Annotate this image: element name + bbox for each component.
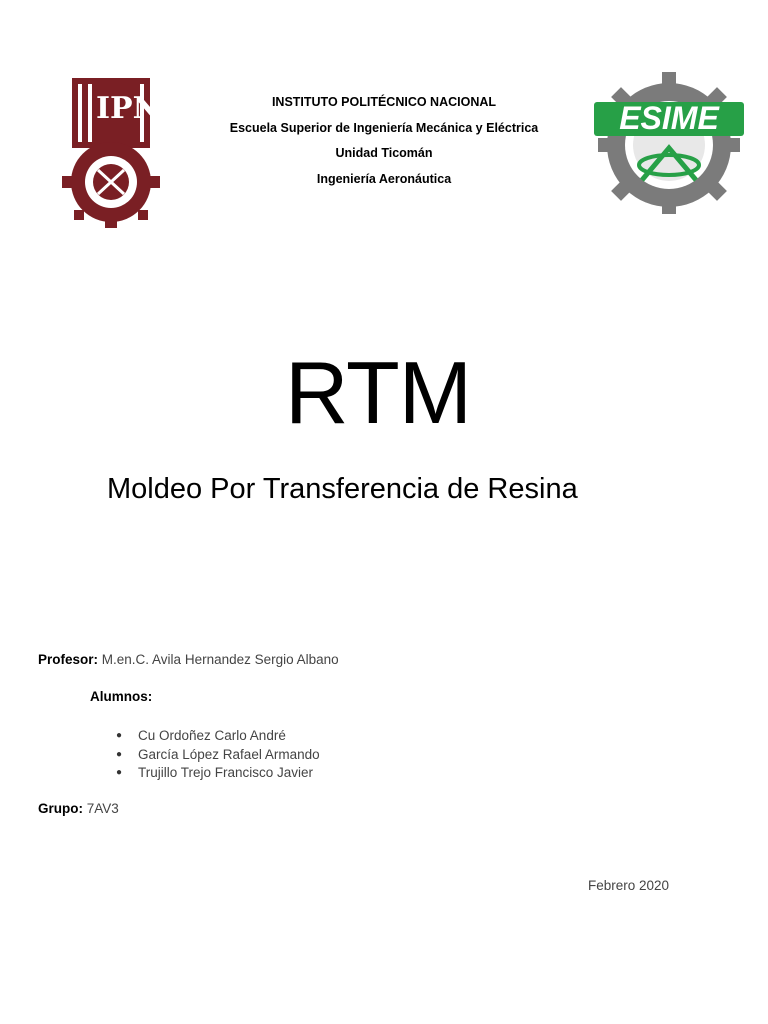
document-date: Febrero 2020 [588, 878, 670, 893]
professor-name: M.en.C. Avila Hernandez Sergio Albano [101, 652, 339, 667]
document-title: RTM [284, 343, 472, 442]
student-item: ● García López Rafael Armando [116, 746, 320, 765]
student-item: ● Trujillo Trejo Francisco Javier [116, 764, 320, 783]
esime-logo [592, 70, 746, 216]
document-subtitle: Moldeo Por Transferencia de Resina [107, 473, 578, 505]
unit-name: Unidad Ticomán [335, 146, 433, 160]
institution-header [170, 93, 598, 195]
group-label: Grupo: [38, 801, 83, 816]
institution-name: INSTITUTO POLITÉCNICO NACIONAL [271, 95, 497, 109]
program-name: Ingeniería Aeronáutica [316, 171, 452, 186]
student-item: ● Cu Ordoñez Carlo André [116, 727, 320, 746]
group-line [38, 801, 119, 816]
students-label: Alumnos: [90, 689, 153, 704]
esime-logo-text: ESIME [619, 100, 719, 136]
school-name: Escuela Superior de Ingeniería Mecánica y Eléctrica [229, 120, 539, 135]
professor-label: Profesor: [38, 652, 99, 667]
students-list [116, 727, 320, 783]
ipn-logo-text: IPN [96, 91, 161, 126]
group-value: 7AV3 [86, 801, 119, 816]
ipn-logo [58, 70, 164, 232]
professor-line [38, 652, 339, 667]
